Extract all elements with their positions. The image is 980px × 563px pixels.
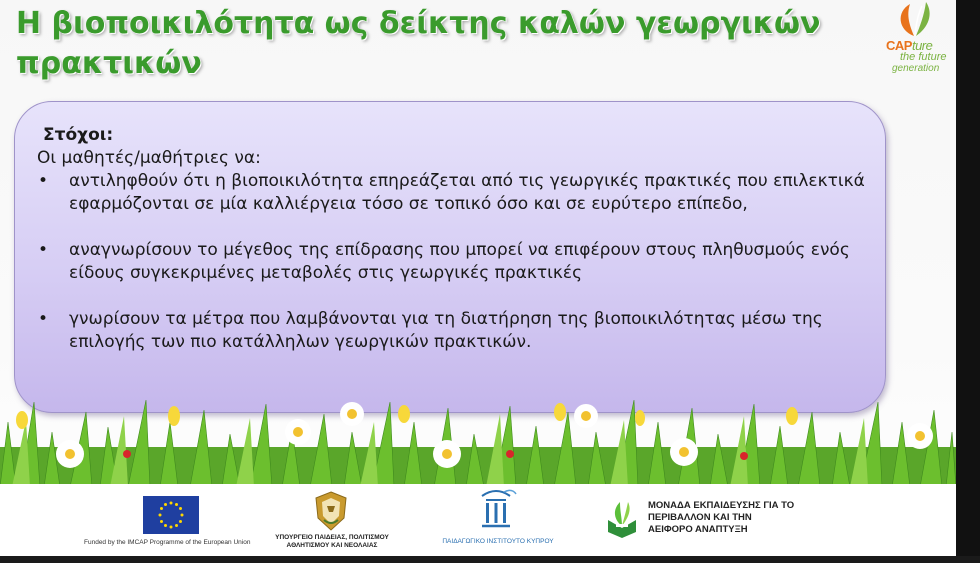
grass-flowers-banner-icon: [0, 392, 956, 487]
objectives-list: [37, 170, 877, 354]
objectives-panel: [14, 101, 886, 413]
capture-logo-icon: [880, 0, 950, 80]
bullet-marker: •: [38, 240, 49, 260]
window-edge-strip: [956, 0, 980, 563]
objective-item: [37, 308, 877, 354]
objective-item: [37, 170, 877, 216]
objective-item: [37, 239, 877, 285]
ministry-caption: ΥΠΟΥΡΓΕΙΟ ΠΑΙΔΕΙΑΣ, ΠΟΛΙΤΙΣΜΟΥ ΑΘΛΗΤΙΣΜΟΥ ΚΑΙ ΝΕΟΛΑΙΑΣ: [275, 534, 389, 549]
capture-cap-text: CAP: [886, 38, 912, 53]
eu-funding-caption: Funded by the IMCAP Programme of the European Union: [84, 539, 251, 546]
objective-text: αναγνωρίσουν το μέγεθος της επίδρασης που μπορεί να επιφέρουν στους πληθυσμούς ενός είδους συγκεκριμένες μεταβολές στις γεωργικές πρακτικές: [69, 240, 850, 283]
slide-title: Η βιοποικιλότητα ως δείκτης καλών γεωργικών πρακτικών: [16, 6, 821, 81]
cyprus-emblem-icon: [312, 490, 350, 532]
pedagogical-institute-caption: ΠΑΙΔΑΓΩΓΙΚΟ ΙΝΣΤΙΤΟΥΤΟ ΚΥΠΡΟΥ: [442, 538, 554, 545]
bullet-marker: •: [38, 171, 49, 191]
environmental-education-logo-icon: [604, 498, 640, 538]
objective-text: αντιληφθούν ότι η βιοποικιλότητα επηρεάζεται από τις γεωργικές πρακτικές που επιλεκτικά εφαρμόζονται σε μία καλλιέργεια τόσο σε τοπικό όσο και σε ευρύτερο επίπεδο,: [69, 171, 865, 214]
objective-text: γνωρίσουν τα μέτρα που λαμβάνονται για τη διατήρηση της βιοποικιλότητας μέσω της επιλογής των πιο κατάλληλων γεωργικών πρακτικών.: [69, 309, 823, 352]
eu-flag-icon: [143, 496, 199, 534]
capture-the-future-text: the future: [900, 51, 947, 63]
partner-logos-footer: [0, 484, 956, 556]
environmental-unit-caption: ΜΟΝΑΔΑ ΕΚΠΑΙΔΕΥΣΗΣ ΓΙΑ ΤΟ ΠΕΡΙΒΑΛΛΟΝ ΚΑΙ ΤΗΝ ΑΕΙΦΟΡΟ ΑΝΑΠΤΥΞΗ: [648, 500, 795, 535]
capture-generation-text: generation: [892, 63, 940, 74]
capture-ture-text: ture: [911, 38, 933, 53]
bullet-marker: •: [38, 309, 49, 329]
objectives-heading: Στόχοι:: [43, 125, 114, 145]
pedagogical-institute-logo-icon: [468, 486, 524, 536]
objectives-intro: Οι μαθητές/μαθήτριες να:: [37, 148, 261, 168]
window-bottom-strip: [0, 556, 980, 563]
